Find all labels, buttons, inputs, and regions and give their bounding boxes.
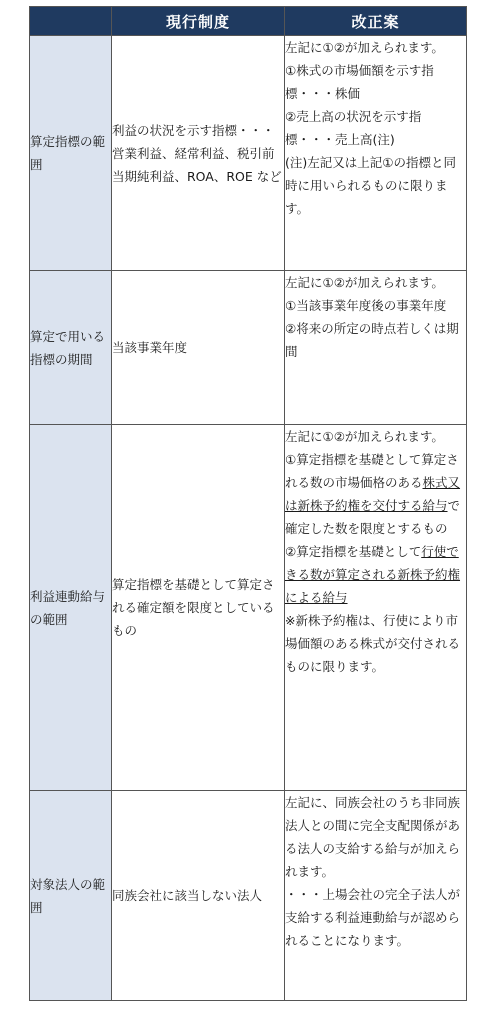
proposal-cell: [285, 271, 467, 425]
proposal-intro: 左記に①②が加えられます。: [285, 275, 444, 290]
proposal-item: ②将来の所定の時点若しくは期間: [285, 321, 459, 359]
proposal-note: (注)左記又は上記①の指標と同時に用いられるものに限ります。: [285, 155, 456, 216]
header-corner: [30, 7, 112, 36]
proposal-intro: 左記に①②が加えられます。: [285, 40, 444, 55]
table-row: [30, 791, 467, 1001]
table-row: [30, 425, 467, 791]
header-current-system: 現行制度: [112, 7, 285, 36]
table-row: [30, 36, 467, 271]
row-label: 対象法人の範囲: [30, 791, 112, 1001]
proposal-item: [285, 540, 466, 609]
proposal-text: ・・・上場会社の完全子法人が支給する利益連動給与が認められることになります。: [285, 887, 461, 948]
proposal-note: ※新株予約権は、行使により市場価額のある株式が交付されるものに限ります。: [285, 613, 461, 674]
proposal-item: ②売上高の状況を示す指標・・・売上高(注): [285, 109, 422, 147]
item-text: ①算定指標を基礎として算定される数の市場価格のある: [285, 452, 459, 490]
row-label: 利益連動給与の範囲: [30, 425, 112, 791]
current-cell: 算定指標を基礎として算定される確定額を限度としているもの: [112, 425, 285, 791]
row-label: 算定指標の範囲: [30, 36, 112, 271]
proposal-cell: [285, 791, 467, 1001]
table-row: [30, 271, 467, 425]
header-row: [30, 7, 467, 36]
proposal-cell: [285, 36, 467, 271]
row-label: 算定で用いる指標の期間: [30, 271, 112, 425]
underlined-text: 行使できる数が算定される新株予約権による給与: [285, 544, 461, 605]
comparison-table: [29, 6, 467, 1001]
underlined-text: 株式又は新株予約権を交付する給与: [285, 475, 461, 513]
current-cell: 利益の状況を示す指標・・・営業利益、経常利益、税引前当期純利益、ROA、ROE など: [112, 36, 285, 271]
proposal-item: [285, 448, 466, 540]
current-cell: 同族会社に該当しない法人: [112, 791, 285, 1001]
item-text: で確定した数を限度とするもの: [285, 498, 461, 536]
proposal-item: ①株式の市場価額を示す指標・・・株価: [285, 63, 434, 101]
proposal-cell: [285, 425, 467, 791]
header-proposal: 改正案: [285, 7, 467, 36]
item-text: ②算定指標を基礎として: [285, 544, 422, 559]
proposal-intro: 左記に①②が加えられます。: [285, 429, 444, 444]
current-cell: 当該事業年度: [112, 271, 285, 425]
proposal-text: 左記に、同族会社のうち非同族法人との間に完全支配関係がある法人の支給する給与が加えられます。: [285, 795, 461, 879]
proposal-item: ①当該事業年度後の事業年度: [285, 298, 447, 313]
